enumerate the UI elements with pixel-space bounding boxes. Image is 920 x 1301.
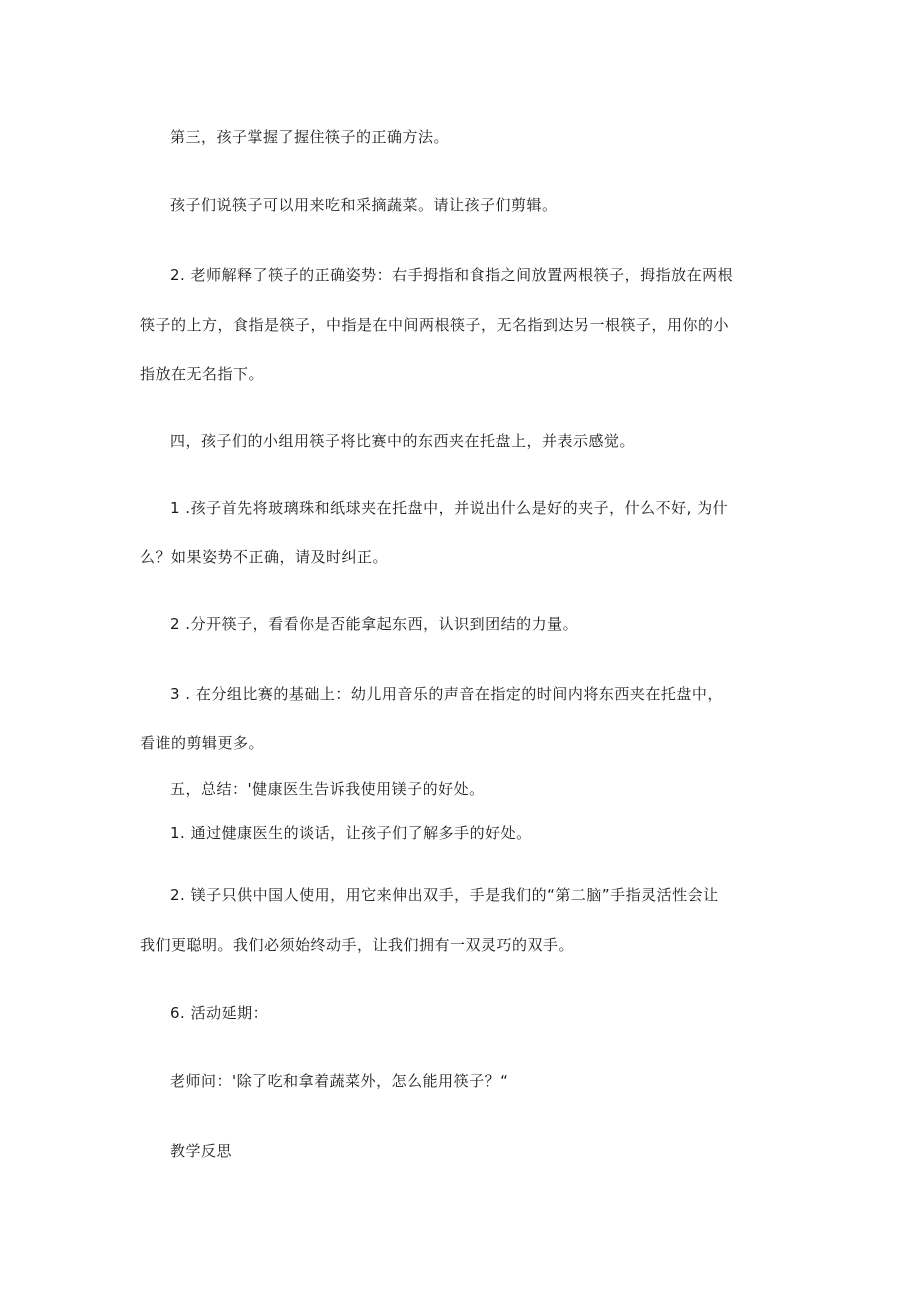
paragraph-item-3-line2: 看谁的剪辑更多。 bbox=[140, 734, 265, 752]
paragraph-item-1-line1: 1 .孩子首先将玻璃珠和纸球夹在托盘中，并说出什么是好的夹子，什么不好, 为什 bbox=[170, 499, 729, 517]
paragraph-summary-2-line1: 2. 镁子只供中国人使用，用它来伸出双手，手是我们的“第二脑”手指灵活性会让 bbox=[170, 886, 719, 904]
paragraph-teacher-explain-line3: 指放在无名指下。 bbox=[140, 365, 265, 383]
paragraph-section-five: 五，总结：'健康医生告诉我使用镁子的好处。 bbox=[170, 780, 485, 798]
paragraph-item-2: 2 .分开筷子，看看你是否能拿起东西，认识到团结的力量。 bbox=[170, 615, 579, 633]
heading-teaching-reflection: 教学反思 bbox=[170, 1142, 233, 1160]
paragraph-summary-2-line2: 我们更聪明。我们必须始终动手，让我们拥有一双灵巧的双手。 bbox=[140, 936, 575, 954]
paragraph-teacher-explain-line1: 2. 老师解释了筷子的正确姿势：右手拇指和食指之间放置两根筷子，拇指放在两根 bbox=[170, 266, 734, 284]
paragraph-teacher-explain-line2: 筷子的上方，食指是筷子，中指是在中间两根筷子，无名指到达另一根筷子，用你的小 bbox=[140, 316, 730, 334]
paragraph-section-four: 四，孩子们的小组用筷子将比赛中的东西夹在托盘上，并表示感觉。 bbox=[170, 432, 636, 450]
paragraph-summary-1: 1. 通过健康医生的谈话，让孩子们了解多手的好处。 bbox=[170, 824, 532, 842]
paragraph-third-step: 第三，孩子掌握了握住筷子的正确方法。 bbox=[170, 128, 450, 146]
paragraph-item-1-line2: 么？如果姿势不正确，请及时纠正。 bbox=[140, 548, 389, 566]
paragraph-item-3-line1: 3 . 在分组比赛的基础上：幼儿用音乐的声音在指定的时间内将东西夹在托盘中， bbox=[170, 685, 723, 703]
paragraph-children-say: 孩子们说筷子可以用来吃和采摘蔬菜。请让孩子们剪辑。 bbox=[170, 196, 558, 214]
paragraph-activity-extension: 6. 活动延期： bbox=[170, 1004, 269, 1022]
paragraph-teacher-question: 老师问：'除了吃和拿着蔬菜外，怎么能用筷子？“ bbox=[170, 1072, 509, 1090]
